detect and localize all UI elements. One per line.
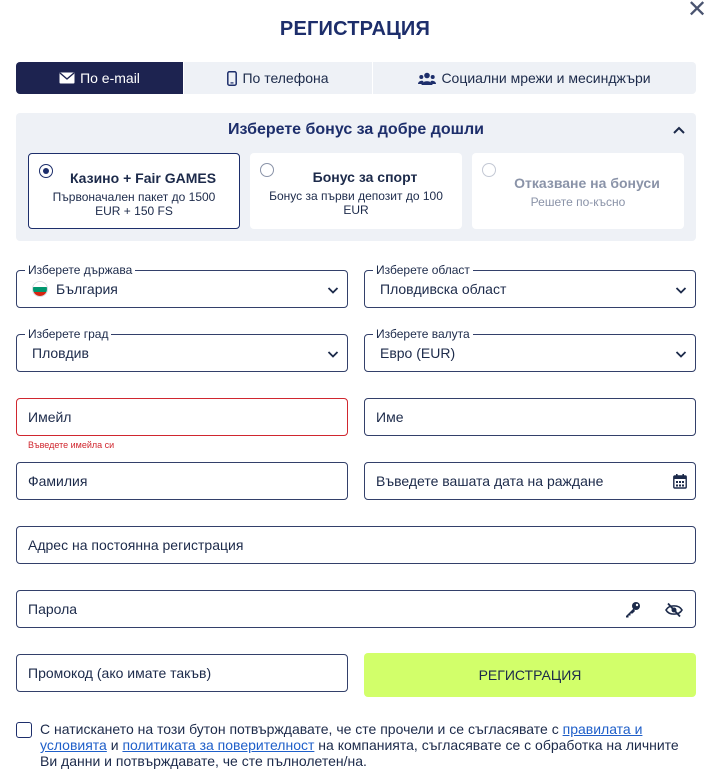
terms-text-part: на компанията, съгласявате се с обработка на личните Ви данни и потвърждавате, че сте пълнолетен/на.: [40, 737, 679, 769]
city-select[interactable]: [16, 327, 348, 372]
radio-unselected[interactable]: [260, 163, 274, 177]
register-button[interactable]: РЕГИСТРАЦИЯ: [364, 653, 696, 697]
email-error-message: Въведете имейла си: [28, 440, 115, 450]
envelope-icon: [59, 72, 75, 84]
terms-text-part: С натискането на този бутон потвърждавате, че сте прочели и се съгласявате с: [40, 721, 563, 737]
bonus-option-title: Отказване на бонуси: [514, 175, 660, 191]
country-value: България: [56, 281, 118, 297]
email-field[interactable]: [16, 398, 348, 436]
chevron-down-icon: [675, 348, 687, 360]
bonus-option-title: Казино + Fair GAMES: [69, 170, 217, 186]
password-field[interactable]: [16, 590, 696, 628]
currency-select-label: Изберете валута: [373, 327, 473, 341]
key-icon[interactable]: [624, 601, 641, 618]
country-select[interactable]: [16, 263, 348, 308]
bonus-option-subtitle: Бонус за първи депозит до 100 EUR: [269, 189, 443, 217]
terms-text: [16, 721, 696, 769]
promo-code-placeholder: Промокод (ако имате такъв): [28, 665, 212, 681]
terms-agreement: [16, 721, 696, 769]
city-value: Пловдив: [32, 345, 89, 361]
birthdate-placeholder: Въведете вашата дата на раждане: [376, 473, 604, 489]
country-select-label: Изберете държава: [25, 263, 135, 277]
tab-social[interactable]: [373, 62, 696, 94]
close-icon[interactable]: ✕: [686, 0, 708, 23]
tab-phone[interactable]: [184, 62, 373, 94]
bonus-option-casino[interactable]: [28, 153, 240, 229]
region-value: Пловдивска област: [380, 281, 507, 297]
currency-value: Евро (EUR): [380, 345, 456, 361]
radio-unselected[interactable]: [482, 163, 496, 177]
region-select-label: Изберете област: [373, 263, 473, 277]
bonus-option-subtitle: Първоначален пакет до 1500 EUR + 150 FS: [52, 190, 216, 218]
bonus-option-decline[interactable]: [472, 153, 684, 229]
terms-and-conditions-link[interactable]: правилата и условията: [40, 721, 643, 753]
last-name-placeholder: Фамилия: [28, 473, 88, 489]
bonus-option-subtitle: Решете по-късно: [530, 195, 626, 209]
privacy-policy-link[interactable]: политиката за поверителност: [122, 737, 315, 753]
terms-checkbox[interactable]: [16, 722, 32, 738]
tab-email-label: По e-mail: [80, 70, 140, 86]
chevron-up-icon[interactable]: [672, 123, 686, 137]
birthdate-field[interactable]: [364, 462, 696, 500]
region-select[interactable]: [364, 263, 696, 308]
bonus-option-sport[interactable]: [250, 153, 462, 229]
address-placeholder: Адрес на постоянна регистрация: [28, 537, 244, 553]
registration-method-tabs: [16, 62, 696, 94]
welcome-bonus-panel: [16, 113, 696, 241]
tab-email[interactable]: [16, 62, 184, 94]
terms-text-part: и: [106, 737, 123, 753]
tab-social-label: Социални мрежи и месинджъри: [441, 70, 651, 86]
users-icon: [418, 72, 436, 85]
bulgaria-flag-icon: [32, 281, 48, 297]
chevron-down-icon: [327, 284, 339, 296]
bonus-panel-title: Изберете бонус за добре дошли: [228, 121, 484, 138]
promo-code-field[interactable]: [16, 654, 348, 692]
chevron-down-icon: [675, 284, 687, 296]
address-field[interactable]: [16, 526, 696, 564]
first-name-field[interactable]: [364, 398, 696, 436]
calendar-icon[interactable]: [673, 474, 687, 489]
first-name-placeholder: Име: [376, 409, 404, 425]
chevron-down-icon: [327, 348, 339, 360]
email-placeholder: Имейл: [28, 409, 72, 425]
password-placeholder: Парола: [28, 601, 78, 617]
city-select-label: Изберете град: [25, 327, 111, 341]
currency-select[interactable]: [364, 327, 696, 372]
tab-phone-label: По телефона: [242, 70, 329, 86]
dialog-title: РЕГИСТРАЦИЯ: [279, 18, 431, 40]
last-name-field[interactable]: [16, 462, 348, 500]
mobile-phone-icon: [227, 71, 237, 86]
eye-slash-icon[interactable]: [665, 602, 683, 618]
bonus-option-title: Бонус за спорт: [312, 169, 418, 185]
radio-selected[interactable]: [39, 164, 53, 178]
